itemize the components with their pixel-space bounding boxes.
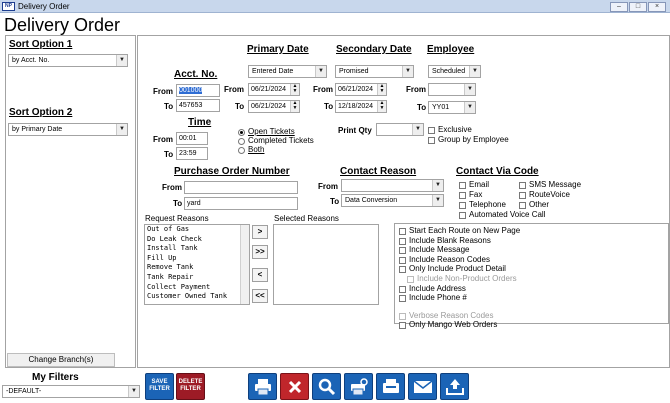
fax-label: Fax [469, 190, 483, 199]
both-radio[interactable] [238, 147, 245, 154]
email-label: Email [469, 180, 490, 189]
employee-from-label: From [406, 85, 426, 94]
printer-icon-glyph [253, 378, 273, 396]
close-window-button[interactable]: × [648, 2, 666, 12]
print-option-label: Only Mango Web Orders [409, 320, 498, 330]
print-preview-icon-glyph [349, 378, 369, 396]
other-label: Other [529, 200, 550, 209]
print-options-box [394, 223, 669, 330]
my-filters-value: -DEFAULT- [6, 388, 42, 395]
sms-checkbox[interactable] [519, 182, 526, 189]
list-item[interactable]: Collect Payment [147, 282, 211, 291]
automated-voice-checkbox[interactable] [459, 212, 466, 219]
chevron-down-icon: ▼ [128, 386, 139, 397]
po-label: Purchase Order Number [174, 166, 290, 177]
my-filters-label: My Filters [32, 372, 79, 383]
chevron-down-icon: ▼ [432, 180, 443, 191]
spin-icon[interactable]: ▲ ▼ [377, 84, 386, 95]
time-label: Time [188, 117, 212, 128]
routevoice-checkbox[interactable] [519, 192, 526, 199]
remove-reason-button[interactable]: < [252, 268, 268, 282]
primary-to-value: 06/21/2024 [251, 103, 287, 110]
close-icon[interactable] [280, 373, 309, 400]
secondary-to-label: To [324, 102, 334, 111]
employee-to-select[interactable] [428, 101, 476, 114]
minimize-button[interactable]: – [610, 2, 628, 12]
left-panel [5, 35, 136, 368]
time-to-label: To [164, 150, 174, 159]
contact-reason-from-select[interactable] [341, 179, 444, 192]
time-to-input[interactable]: 23:59 [176, 147, 208, 160]
fax-icon[interactable] [376, 373, 405, 400]
chevron-down-icon: ▼ [315, 66, 326, 77]
fax-checkbox[interactable] [459, 192, 466, 199]
change-branch-button[interactable]: Change Branch(s) [7, 353, 115, 367]
printer-icon[interactable] [248, 373, 277, 400]
search-icon-glyph [318, 378, 336, 396]
print-option-checkbox[interactable] [399, 286, 406, 293]
contact-reason-from-label: From [318, 182, 338, 191]
primary-to-label: To [235, 102, 245, 111]
completed-tickets-label: Completed Tickets [248, 136, 314, 145]
list-item[interactable]: Customer Owned Tank [147, 292, 228, 301]
print-option-checkbox[interactable] [399, 266, 406, 273]
sort-option-2-label: Sort Option 2 [9, 107, 73, 118]
group-by-employee-checkbox[interactable] [428, 137, 435, 144]
po-from-input[interactable] [184, 181, 298, 194]
po-to-label: To [173, 199, 183, 208]
chevron-down-icon: ▼ [116, 55, 127, 66]
print-option-label: Include Address [409, 283, 466, 293]
secondary-to-input[interactable] [335, 100, 387, 113]
page-title: Delivery Order [4, 15, 121, 35]
print-option-checkbox[interactable] [399, 295, 406, 302]
title-bar [0, 0, 670, 13]
secondary-date-type-select[interactable] [335, 65, 414, 78]
secondary-from-input[interactable] [335, 83, 387, 96]
telephone-label: Telephone [469, 200, 506, 209]
print-option-label: Include Blank Reasons [409, 235, 491, 245]
contact-reason-to-select[interactable] [341, 194, 444, 207]
add-reason-button[interactable]: > [252, 225, 268, 239]
primary-from-value: 06/21/2024 [251, 86, 287, 93]
main-panel [137, 35, 670, 368]
contact-reason-label: Contact Reason [340, 166, 417, 177]
primary-to-input[interactable] [248, 100, 300, 113]
print-option-label: Include Phone # [409, 293, 467, 303]
time-from-input[interactable]: 00:01 [176, 132, 208, 145]
acct-no-label: Acct. No. [174, 69, 218, 80]
print-option-label: Verbose Reason Codes [409, 310, 494, 320]
telephone-checkbox[interactable] [459, 202, 466, 209]
primary-date-type-select[interactable] [248, 65, 327, 78]
print-option-checkbox[interactable] [399, 257, 406, 264]
spin-icon[interactable]: ▲ ▼ [377, 101, 386, 112]
routevoice-label: RouteVoice [529, 190, 570, 199]
window-title: Delivery Order [18, 2, 70, 11]
chevron-down-icon: ▼ [402, 66, 413, 77]
delete-filter-button[interactable]: DELETE FILTER [176, 373, 205, 400]
fax-icon-glyph [381, 378, 401, 396]
contact-via-label: Contact Via Code [456, 166, 539, 177]
print-option-checkbox[interactable] [407, 276, 414, 283]
po-to-input[interactable]: yard [184, 197, 298, 210]
print-option-checkbox[interactable] [399, 313, 406, 320]
request-reasons-label: Request Reasons [145, 214, 209, 223]
list-item[interactable]: Out of Gas [147, 225, 190, 233]
export-icon-glyph [445, 378, 465, 396]
secondary-to-value: 12/18/2024 [338, 103, 374, 110]
chevron-down-icon: ▼ [469, 66, 480, 77]
open-tickets-radio[interactable] [238, 129, 245, 136]
email-icon[interactable] [408, 373, 437, 400]
contact-reason-to-label: To [330, 197, 340, 206]
chevron-down-icon: ▼ [464, 102, 475, 113]
search-icon[interactable] [312, 373, 341, 400]
employee-type-value: Scheduled [432, 68, 466, 75]
employee-label: Employee [427, 44, 475, 55]
automated-voice-label: Automated Voice Call [469, 210, 546, 219]
acct-to-label: To [164, 102, 174, 111]
remove-all-reasons-button[interactable]: << [252, 289, 268, 303]
print-option-label: Include Non-Product Orders [417, 274, 517, 283]
print-option-checkbox[interactable] [399, 238, 406, 245]
app-icon: NP [2, 2, 15, 11]
open-tickets-label: Open Tickets [248, 127, 295, 136]
print-option-checkbox[interactable] [399, 322, 406, 329]
list-item[interactable]: Remove Tank [147, 263, 194, 272]
other-checkbox[interactable] [519, 202, 526, 209]
exclusive-label: Exclusive [438, 125, 472, 134]
print-option-checkbox[interactable] [399, 228, 406, 235]
both-label: Both [248, 145, 265, 154]
list-item[interactable]: Do Leak Check [147, 234, 202, 243]
chevron-down-icon: ▼ [116, 124, 127, 135]
print-preview-icon[interactable] [344, 373, 373, 400]
completed-tickets-radio[interactable] [238, 138, 245, 145]
request-reasons-list[interactable] [144, 224, 250, 305]
acct-from-value: 001000 [179, 87, 203, 94]
sort-option-1-value: by Acct. No. [12, 57, 50, 64]
chevron-down-icon: ▼ [432, 195, 443, 206]
spin-icon[interactable]: ▲ ▼ [290, 84, 299, 95]
maximize-button[interactable]: □ [629, 2, 647, 12]
group-by-employee-label: Group by Employee [438, 135, 509, 144]
list-item[interactable]: Tank Repair [147, 272, 194, 281]
export-icon[interactable] [440, 373, 469, 400]
secondary-date-label: Secondary Date [336, 44, 412, 55]
exclusive-checkbox[interactable] [428, 127, 435, 134]
sms-label: SMS Message [529, 180, 582, 189]
print-option-label: Include Message [409, 245, 470, 255]
email-checkbox[interactable] [459, 182, 466, 189]
list-item[interactable]: Fill Up [147, 253, 177, 262]
sort-option-1-label: Sort Option 1 [9, 39, 73, 50]
employee-to-label: To [417, 103, 427, 112]
email-icon-glyph [413, 379, 433, 395]
spin-icon[interactable]: ▲ ▼ [290, 101, 299, 112]
primary-date-label: Primary Date [247, 44, 309, 55]
secondary-from-label: From [313, 85, 333, 94]
primary-date-type-value: Entered Date [252, 68, 294, 75]
time-from-label: From [153, 135, 173, 144]
employee-to-value: YY01 [432, 104, 450, 111]
secondary-from-value: 06/21/2024 [338, 86, 374, 93]
print-option-checkbox[interactable] [399, 247, 406, 254]
my-filters-select[interactable] [2, 385, 140, 398]
sort-option-2-select[interactable] [8, 123, 128, 136]
acct-from-label: From [153, 87, 173, 96]
print-qty-select[interactable] [376, 123, 424, 136]
employee-from-select[interactable] [428, 83, 476, 96]
chevron-down-icon: ▼ [464, 84, 475, 95]
print-option-label: Only Include Product Detail [409, 264, 506, 274]
acct-from-input[interactable] [176, 84, 220, 97]
po-from-label: From [162, 183, 182, 192]
selected-reasons-label: Selected Reasons [274, 214, 339, 223]
print-option-label: Include Reason Codes [409, 254, 490, 264]
request-reasons-scrollbar[interactable] [240, 225, 249, 304]
acct-to-input[interactable]: 457653 [176, 99, 220, 112]
primary-from-input[interactable] [248, 83, 300, 96]
save-filter-button[interactable]: SAVE FILTER [145, 373, 174, 400]
print-option-label: Start Each Route on New Page [409, 226, 521, 235]
list-item[interactable]: Install Tank [147, 244, 198, 253]
print-qty-label: Print Qty [338, 126, 372, 135]
secondary-date-type-value: Promised [339, 68, 369, 75]
sort-option-2-value: by Primary Date [12, 126, 63, 133]
add-all-reasons-button[interactable]: >> [252, 245, 268, 259]
primary-from-label: From [224, 85, 244, 94]
contact-reason-to-value: Data Conversion [345, 197, 398, 204]
close-icon-glyph [287, 379, 303, 395]
sort-option-1-select[interactable] [8, 54, 128, 67]
employee-type-select[interactable] [428, 65, 481, 78]
selected-reasons-list[interactable] [273, 224, 379, 305]
chevron-down-icon: ▼ [412, 124, 423, 135]
